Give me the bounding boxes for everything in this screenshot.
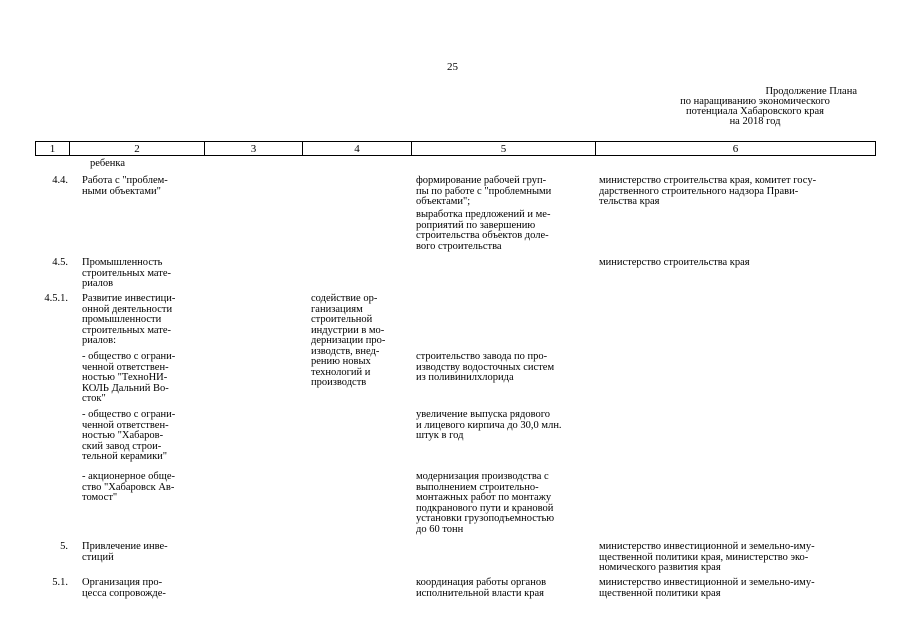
row-activity: формирование рабочей груп- пы по работе с "проблемными объектами"; [416, 175, 552, 207]
row-continuation-text: ребенка [90, 158, 125, 169]
col-header-2: 2 [70, 142, 205, 156]
continuation-line-3: потенциала Хабаровского края [686, 106, 824, 117]
continuation-header [645, 87, 865, 127]
row-title: Промышленность строительных мате- риалов [82, 257, 172, 289]
col-header-3: 3 [205, 142, 303, 156]
row-responsible: министерство инвестиционной и земельно-иму- щественной политики края [599, 577, 815, 599]
row-organization: - акционерное обще- ство "Хабаровск Ав- томост" [82, 471, 176, 503]
row-organization: - общество с ограни- ченной ответствен- ностью "Хабаров- ский завод строи- тельной керамики" [82, 409, 176, 462]
column-number-header [35, 141, 876, 156]
row-title: Развитие инвестици- онной деятельности промышленности строительных мате- риалов: [82, 293, 176, 346]
row-activity: выработка предложений и ме- роприятий по завершению строительства объектов доле- вого строительства [416, 209, 551, 252]
row-title: Привлечение инве- стиций [82, 541, 168, 563]
row-number: 4.5.1. [44, 293, 68, 304]
continuation-line-2: по наращиванию экономического [680, 96, 830, 107]
row-number: 4.4. [52, 175, 68, 186]
col-header-4: 4 [303, 142, 412, 156]
row-number: 4.5. [52, 257, 68, 268]
row-number: 5.1. [52, 577, 68, 588]
col-header-1: 1 [36, 142, 70, 156]
row-activity: увеличение выпуска рядового и лицевого кирпича до 30,0 млн. штук в год [416, 409, 562, 441]
row-responsible: министерство строительства края, комитет госу- дарственного строительного надзора Прави- тельства края [599, 175, 817, 207]
row-activity: строительство завода по про- изводству водосточных систем из поливинилхлорида [416, 351, 555, 383]
row-title: Организация про- цесса сопровожде- [82, 577, 166, 599]
continuation-line-1: Продолжение Плана [765, 86, 857, 97]
row-title: Работа с "проблем- ными объектами" [82, 175, 168, 197]
row-support-measures: содействие ор- ганизациям строительной индустрии в мо- дернизации про- изводств, внед- рению новых технологий и производств [311, 293, 386, 388]
row-number: 5. [60, 541, 68, 552]
row-activity: координация работы органов исполнительной власти края [416, 577, 547, 599]
col-header-6: 6 [596, 142, 876, 156]
row-activity: модернизация производства с выполнением строительно- монтажных работ по монтажу подкранового пути и крановой установки грузоподъемностью до 60 тонн [416, 471, 555, 535]
row-responsible: министерство строительства края [599, 257, 750, 268]
row-organization: - общество с ограни- ченной ответствен- ностью "ТехноНИ- КОЛЬ Дальний Во- сток" [82, 351, 176, 404]
row-responsible: министерство инвестиционной и земельно-иму- щественной политики края, министерство эко- номического развития края [599, 541, 815, 573]
page-number: 25 [447, 61, 458, 73]
col-header-5: 5 [412, 142, 596, 156]
continuation-line-4: на 2018 год [729, 116, 781, 127]
